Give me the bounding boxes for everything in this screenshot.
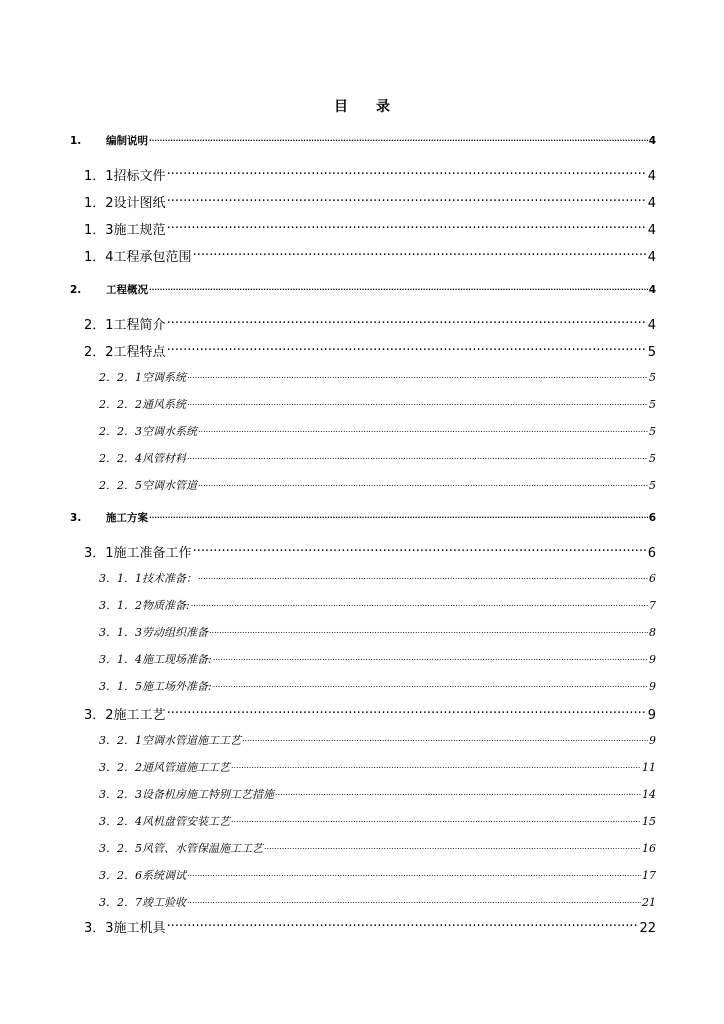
toc-entry-page-number: 7 [649,599,656,612]
toc-dot-leader [213,682,648,690]
toc-dot-leader [167,343,647,356]
toc-entry-level-3[interactable] [99,423,656,439]
toc-dot-leader [149,137,648,144]
toc-entry-level-2[interactable] [84,314,656,333]
toc-entry-level-1[interactable] [70,510,656,525]
toc-entry-number: 2．2．3 [99,425,142,438]
toc-entry-number: 3．3 [84,921,114,936]
toc-entry-number: 1．4 [84,250,114,265]
toc-entry-number: 2．2．1 [99,371,142,384]
toc-dot-leader [191,601,648,609]
toc-dot-leader [167,706,647,719]
toc-dot-leader [187,373,648,381]
toc-dot-leader [213,655,648,663]
toc-entry-page-number: 21 [642,896,656,909]
toc-entry-level-3[interactable] [99,840,656,856]
toc-entry-level-3[interactable] [99,369,656,385]
toc-entry-page-number: 6 [649,572,656,585]
toc-entry-page-number: 6 [647,546,656,561]
toc-entry-page-number: 5 [649,452,656,465]
toc-entry-page-number: 5 [649,398,656,411]
toc-entry-page-number: 4 [647,318,656,333]
toc-entry-level-3[interactable] [99,759,656,775]
toc-entry-number: 3．1．1 [99,572,142,585]
toc-entry-label: 系统调试 [142,869,186,882]
toc-entry-number: 1．1 [84,169,114,184]
toc-entry-number: 1. [70,135,82,147]
toc-entry-label: 竣工验收 [142,896,186,909]
toc-entry-number: 3. [70,512,82,524]
toc-entry-level-2[interactable] [84,246,656,265]
toc-entry-label: 工程简介 [113,318,166,333]
toc-entry-level-2[interactable] [84,917,656,936]
toc-dot-leader [209,628,648,636]
toc-entry-page-number: 15 [642,815,656,828]
toc-entry-page-number: 4 [648,284,656,296]
toc-entry-level-2[interactable] [84,219,656,238]
toc-dot-leader [242,736,648,744]
toc-entry-page-number: 9 [649,653,656,666]
toc-entry-number: 3．2．1 [99,734,142,747]
toc-entry-number: 3．2．7 [99,896,142,909]
toc-entry-page-number: 11 [642,761,656,774]
toc-entry-label: 风机盘管安装工艺 [142,815,230,828]
toc-entry-label: 物质准备: [142,599,190,612]
toc-entry-level-2[interactable] [84,192,656,211]
toc-entry-number: 3．2．2 [99,761,142,774]
toc-entry-label: 招标文件 [113,169,166,184]
toc-dot-leader [149,514,648,521]
toc-entry-label: 施工规范 [113,223,166,238]
toc-entry-number: 2．2．5 [99,479,142,492]
toc-entry-level-3[interactable] [99,732,656,748]
toc-dot-leader [187,454,648,462]
toc-entry-label: 技术准备： [142,572,197,585]
toc-entry-level-2[interactable] [84,542,656,561]
toc-dot-leader [187,400,648,408]
toc-entry-level-3[interactable] [99,570,656,586]
toc-entry-label: 施工方案 [106,512,148,524]
toc-entry-number: 3．1．2 [99,599,142,612]
toc-entry-level-3[interactable] [99,678,656,694]
toc-dot-leader [231,763,641,771]
toc-entry-page-number: 6 [648,512,656,524]
toc-dot-leader [193,544,647,557]
toc-entry-label: 劳动组织准备 [142,626,208,639]
toc-entry-page-number: 4 [647,250,656,265]
toc-entry-number: 1．2 [84,196,114,211]
toc-entry-number: 3．2．6 [99,869,142,882]
toc-entry-label: 空调水管道 [142,479,197,492]
toc-entry-page-number: 22 [639,921,656,936]
toc-entry-number: 2．2．2 [99,398,142,411]
toc-entry-page-number: 5 [649,371,656,384]
toc-entry-number: 2．1 [84,318,114,333]
toc-entry-level-2[interactable] [84,341,656,360]
toc-entry-page-number: 9 [649,734,656,747]
toc-entry-label: 风管材料 [142,452,186,465]
toc-entry-label: 风管、水管保温施工工艺 [142,842,263,855]
toc-entry-level-3[interactable] [99,813,656,829]
toc-entry-page-number: 8 [649,626,656,639]
toc-dot-leader [187,871,641,879]
toc-entry-page-number: 16 [642,842,656,855]
toc-dot-leader [149,286,648,293]
toc-entry-number: 3．2．5 [99,842,142,855]
toc-entry-page-number: 9 [649,680,656,693]
toc-entry-page-number: 9 [647,708,656,723]
toc-entry-label: 施工场外准备: [142,680,212,693]
toc-dot-leader [167,316,647,329]
toc-entry-level-1[interactable] [70,282,656,297]
toc-entry-number: 1．3 [84,223,114,238]
toc-entry-page-number: 5 [647,345,656,360]
toc-entry-page-number: 4 [647,169,656,184]
toc-entry-label: 编制说明 [106,135,148,147]
toc-entry-label: 通风管道施工工艺 [142,761,230,774]
toc-entry-label: 工程特点 [113,345,166,360]
toc-entry-page-number: 4 [647,223,656,238]
toc-entry-label: 设计图纸 [113,196,166,211]
toc-entry-page-number: 14 [642,788,656,801]
toc-entry-label: 空调系统 [142,371,186,384]
toc-entry-number: 3．1．3 [99,626,142,639]
toc-entry-level-3[interactable] [99,651,656,667]
toc-entry-label: 工程承包范围 [113,250,192,265]
toc-entry-label: 通风系统 [142,398,186,411]
toc-dot-leader [198,574,648,582]
toc-entry-level-3[interactable] [99,786,656,802]
toc-dot-leader [275,790,641,798]
toc-entry-number: 3．1．5 [99,680,142,693]
toc-dot-leader [187,898,641,906]
toc-entry-number: 3．1．4 [99,653,142,666]
toc-entry-number: 2．2 [84,345,114,360]
toc-entry-page-number: 4 [647,196,656,211]
toc-entry-level-3[interactable] [99,624,656,640]
toc-entry-level-3[interactable] [99,477,656,493]
toc-dot-leader [198,481,648,489]
toc-entry-page-number: 5 [649,425,656,438]
toc-dot-leader [167,194,647,207]
toc-title-char-2: 录 [376,99,390,115]
toc-entry-page-number: 5 [649,479,656,492]
toc-entry-number: 2. [70,284,82,296]
toc-entry-level-3[interactable] [99,450,656,466]
toc-entry-number: 3．2 [84,708,114,723]
toc-dot-leader [167,167,647,180]
toc-entry-label: 施工机具 [113,921,166,936]
toc-entry-label: 空调水管道施工工艺 [142,734,241,747]
toc-entry-level-3[interactable] [99,894,656,910]
toc-entry-label: 工程概况 [106,284,148,296]
toc-entry-label: 空调水系统 [142,425,197,438]
toc-entry-level-2[interactable] [84,165,656,184]
toc-entry-label: 设备机房施工特别工艺措施 [142,788,274,801]
toc-entry-page-number: 17 [642,869,656,882]
toc-entry-label: 施工现场准备: [142,653,212,666]
toc-dot-leader [167,919,639,932]
toc-dot-leader [264,844,641,852]
toc-entry-page-number: 4 [648,135,656,147]
toc-dot-leader [193,248,647,261]
toc-entry-label: 施工准备工作 [113,546,192,561]
toc-entry-level-3[interactable] [99,396,656,412]
toc-entry-level-3[interactable] [99,597,656,613]
toc-entry-label: 施工工艺 [113,708,166,723]
toc-dot-leader [198,427,648,435]
toc-entry-number: 3．2．3 [99,788,142,801]
toc-title [0,96,724,116]
toc-dot-leader [167,221,647,234]
toc-entry-number: 2．2．4 [99,452,142,465]
toc-dot-leader [231,817,641,825]
toc-entry-level-3[interactable] [99,867,656,883]
toc-entry-number: 3．2．4 [99,815,142,828]
toc-entry-level-1[interactable] [70,133,656,148]
toc-entry-number: 3．1 [84,546,114,561]
toc-title-char-1: 目 [334,99,348,115]
toc-entry-level-2[interactable] [84,704,656,723]
